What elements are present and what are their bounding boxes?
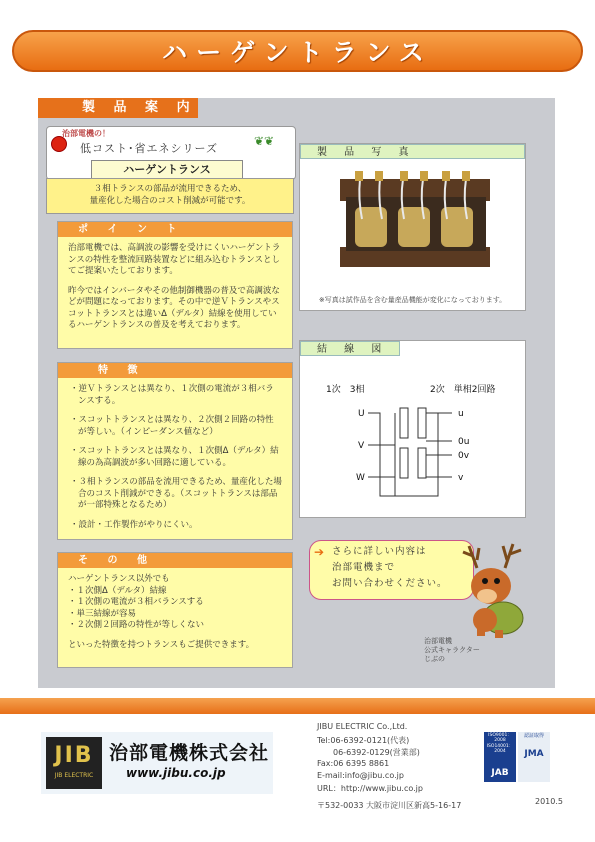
other-item: ・１次側Δ（デルタ）結線	[68, 585, 167, 596]
section-label: 製 品 案 内	[38, 98, 198, 118]
date-stamp: 2010.5	[535, 797, 563, 806]
arrow-icon: ➔	[314, 545, 326, 559]
terminal-label: v	[458, 473, 464, 483]
other-item: ・２次側２回路の特性が等しくない	[68, 620, 205, 630]
bubble-line: さらに詳しい内容は	[332, 546, 427, 557]
terminal-label: 0v	[458, 451, 470, 461]
wiring-card	[299, 340, 526, 518]
terminal-label: V	[358, 441, 365, 451]
intro-line: 量産化した場合のコスト削減が可能です。	[89, 196, 251, 206]
mascot-line: じぶの	[424, 655, 445, 663]
point-card	[57, 221, 293, 349]
feature-item: ・スコットトランスとは異なり、２次側２回路の特性が等しい。（インピーダンス値など）	[70, 415, 274, 437]
intro-line: ３相トランスの部品が流用できるため、	[93, 184, 247, 194]
other-heading: そ の 他	[58, 553, 292, 568]
intro-box	[46, 178, 294, 214]
sprout-icon: ❦❦	[254, 134, 275, 148]
secondary-label: 2次 単相2回路	[430, 385, 496, 395]
iso-badge	[484, 732, 516, 782]
features-heading: 特 徴	[58, 363, 292, 378]
terminal-label: U	[358, 409, 365, 419]
photo-heading: 製 品 写 真	[300, 144, 525, 159]
logo-sub: JIB ELECTRIC	[54, 772, 94, 779]
address-line: Fax:06 6395 8861	[317, 759, 390, 768]
page-title: ハーゲントランス	[162, 38, 433, 67]
mascot-icon	[455, 538, 535, 638]
photo-caption: ※写真は試作品を含む量産品機能が変化になっております。	[318, 296, 507, 304]
series-name: 低コスト･省エネシリーズ	[80, 142, 218, 155]
certification-badges	[484, 732, 550, 784]
feature-item: ・設計・工作製作がやりにくい。	[70, 519, 198, 530]
logo-text: JIB	[54, 743, 94, 768]
address-line: 〒532-0033 大阪市淀川区新高5-16-17	[317, 801, 462, 810]
terminal-label: 0u	[458, 437, 470, 447]
bubble-line: 治部電機まで	[332, 562, 396, 573]
mascot-line: 公式キャラクター	[424, 646, 480, 654]
product-tag: ハーゲントランス	[91, 160, 243, 180]
other-item: ・１次側の電流が３相バランスする	[68, 597, 204, 607]
feature-item: ・逆Ｖトランスとは異なり、１次側の電流が３相バランスする。	[70, 384, 274, 406]
jma-badge	[518, 732, 550, 782]
company-name: 治部電機株式会社	[109, 742, 270, 764]
footer-bar	[0, 698, 595, 714]
features-card	[57, 362, 293, 540]
bubble-line: お問い合わせください。	[332, 578, 448, 589]
cert-line: ISO14001：2004	[486, 744, 514, 754]
primary-label: 1次 3相	[326, 385, 365, 395]
url-line[interactable]: URL：http://www.jibu.co.jp	[317, 784, 423, 793]
company-logo	[46, 737, 102, 789]
other-intro: ハーゲントランス以外でも	[68, 574, 170, 584]
other-item: ・単三結線が容易	[68, 608, 137, 619]
mascot-line: 治部電機	[424, 637, 452, 645]
cert-line: ISO9001：2008	[488, 733, 512, 743]
address-line: JIBU ELECTRIC Co.,Ltd.	[317, 722, 408, 731]
wiring-heading: 結 線 図	[300, 341, 400, 356]
point-paragraph: 昨今ではインバータやその他制御機器の普及で高調波などが問題になっております。その中で逆Ｖトランスやスコットトランスとは違いΔ（デルタ）結線を使用しているハーゲントランスの普及を考えております。	[68, 285, 280, 330]
point-heading: ポ イ ン ト	[58, 222, 292, 237]
cert-line: 認証取得	[523, 733, 544, 739]
wiring-diagram	[300, 356, 525, 516]
mascot-label	[424, 637, 480, 664]
feature-item: ・３相トランスの部品を流用できるため、量産化した場合のコスト削減ができる。（スコットトランスは部品が一部特殊となるため）	[70, 477, 282, 510]
feature-item: ・スコットトランスとは異なり、１次側Δ（デルタ）結線の為高調波が多い回路に適している。	[70, 446, 279, 468]
address-line: Tel:06-6392-0121(代表)	[317, 736, 410, 745]
company-url[interactable]: www.jibu.co.jp	[126, 766, 226, 780]
other-outro: といった特徴を持つトランスもご提供できます。	[68, 639, 255, 650]
email-line[interactable]: E-mail:info@jibu.co.jp	[317, 771, 404, 780]
point-paragraph: 治部電機では、高調波の影響を受けにくいハーゲントランスの特性を整流回路装置などに組み込むトランスとしてご提案いたしております。	[68, 243, 281, 276]
other-card	[57, 552, 293, 668]
photo-card	[299, 143, 526, 311]
title-banner	[12, 30, 583, 72]
terminal-label: W	[356, 473, 365, 483]
address-line: 06-6392-0129(営業部)	[333, 748, 420, 757]
cert-line: JMA	[524, 749, 544, 759]
cert-line: JAB	[491, 768, 509, 778]
contact-bubble	[309, 540, 474, 600]
terminal-label: u	[458, 409, 464, 419]
maker-tag: 治部電機の！	[62, 129, 110, 138]
transformer-photo	[300, 159, 525, 289]
